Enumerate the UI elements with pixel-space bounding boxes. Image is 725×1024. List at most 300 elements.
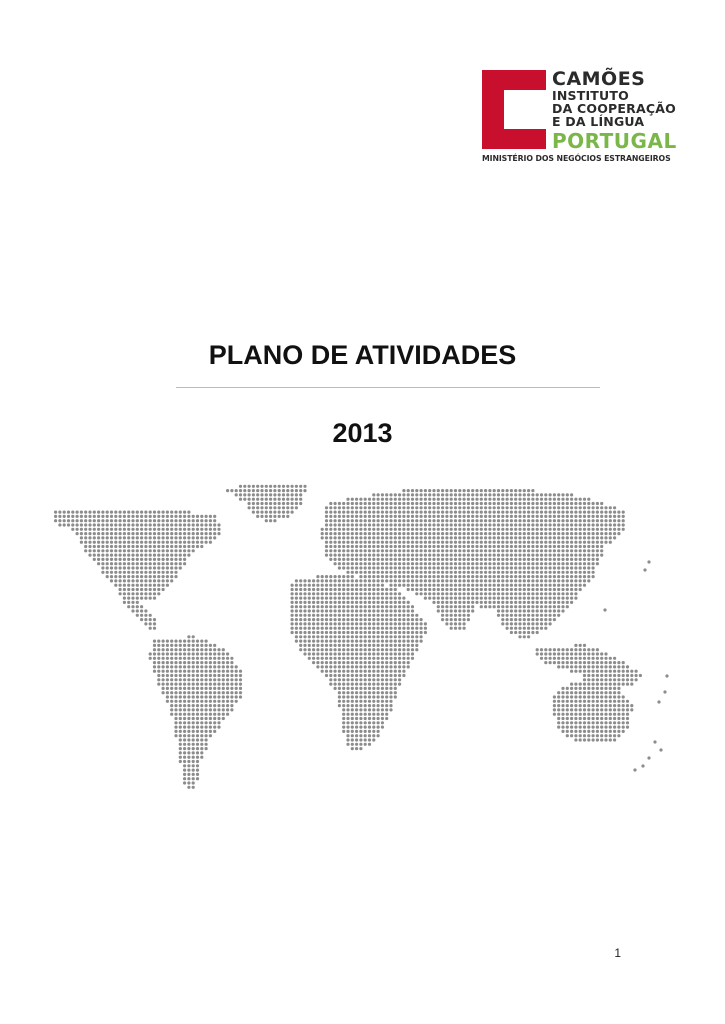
map-dot bbox=[566, 648, 569, 651]
map-dot bbox=[329, 511, 332, 514]
map-dot bbox=[295, 592, 298, 595]
map-dot bbox=[583, 511, 586, 514]
map-dot bbox=[402, 515, 405, 518]
map-dot bbox=[222, 683, 225, 686]
map-dot bbox=[518, 554, 521, 557]
map-dot bbox=[110, 515, 113, 518]
map-dot bbox=[166, 511, 169, 514]
map-dot bbox=[411, 640, 414, 643]
map-dot bbox=[613, 674, 616, 677]
map-dot bbox=[604, 730, 607, 733]
map-dot bbox=[303, 631, 306, 634]
map-dot bbox=[441, 519, 444, 522]
map-dot bbox=[475, 558, 478, 561]
map-dot bbox=[303, 485, 306, 488]
map-dot bbox=[209, 700, 212, 703]
map-dot bbox=[217, 713, 220, 716]
map-dot bbox=[334, 532, 337, 535]
map-dot bbox=[179, 691, 182, 694]
map-dot bbox=[437, 609, 440, 612]
map-dot bbox=[196, 777, 199, 780]
map-dot bbox=[420, 541, 423, 544]
map-dot bbox=[488, 489, 491, 492]
map-dot bbox=[338, 515, 341, 518]
map-dot bbox=[518, 588, 521, 591]
map-dot bbox=[506, 554, 509, 557]
map-dot bbox=[411, 558, 414, 561]
map-dot bbox=[192, 536, 195, 539]
map-dot bbox=[325, 640, 328, 643]
map-dot bbox=[101, 519, 104, 522]
map-dot bbox=[480, 588, 483, 591]
map-dot bbox=[364, 734, 367, 737]
map-dot bbox=[441, 579, 444, 582]
map-dot bbox=[553, 562, 556, 565]
map-dot bbox=[657, 700, 660, 703]
map-dot bbox=[561, 579, 564, 582]
map-dot bbox=[583, 519, 586, 522]
map-dot bbox=[54, 519, 57, 522]
map-dot bbox=[209, 670, 212, 673]
map-dot bbox=[334, 592, 337, 595]
map-dot bbox=[325, 519, 328, 522]
map-dot bbox=[295, 635, 298, 638]
map-dot bbox=[527, 566, 530, 569]
map-dot bbox=[583, 566, 586, 569]
map-dot bbox=[510, 532, 513, 535]
map-dot bbox=[355, 627, 358, 630]
map-dot bbox=[351, 541, 354, 544]
map-dot bbox=[71, 523, 74, 526]
map-dot bbox=[579, 657, 582, 660]
map-dot bbox=[187, 704, 190, 707]
map-dot bbox=[381, 519, 384, 522]
map-dot bbox=[553, 661, 556, 664]
map-dot bbox=[531, 627, 534, 630]
map-dot bbox=[321, 631, 324, 634]
map-dot bbox=[454, 614, 457, 617]
map-dot bbox=[381, 635, 384, 638]
map-dot bbox=[497, 575, 500, 578]
map-dot bbox=[355, 584, 358, 587]
map-dot bbox=[484, 588, 487, 591]
map-dot bbox=[441, 489, 444, 492]
map-dot bbox=[557, 597, 560, 600]
map-dot bbox=[342, 588, 345, 591]
map-dot bbox=[557, 721, 560, 724]
map-dot bbox=[450, 584, 453, 587]
map-dot bbox=[398, 519, 401, 522]
map-dot bbox=[475, 584, 478, 587]
map-dot bbox=[200, 721, 203, 724]
map-dot bbox=[523, 635, 526, 638]
map-dot bbox=[480, 601, 483, 604]
map-dot bbox=[587, 575, 590, 578]
map-dot bbox=[166, 554, 169, 557]
map-dot bbox=[596, 700, 599, 703]
map-dot bbox=[338, 597, 341, 600]
map-dot bbox=[351, 687, 354, 690]
map-dot bbox=[574, 730, 577, 733]
map-dot bbox=[518, 545, 521, 548]
map-dot bbox=[587, 717, 590, 720]
map-dot bbox=[295, 622, 298, 625]
map-dot bbox=[398, 665, 401, 668]
map-dot bbox=[187, 532, 190, 535]
map-dot bbox=[187, 695, 190, 698]
map-dot bbox=[183, 691, 186, 694]
map-dot bbox=[394, 528, 397, 531]
map-dot bbox=[424, 588, 427, 591]
map-dot bbox=[617, 661, 620, 664]
map-dot bbox=[488, 523, 491, 526]
map-dot bbox=[359, 734, 362, 737]
map-dot bbox=[346, 618, 349, 621]
map-dot bbox=[123, 536, 126, 539]
map-dot bbox=[243, 485, 246, 488]
map-dot bbox=[140, 528, 143, 531]
map-dot bbox=[325, 609, 328, 612]
map-dot bbox=[140, 558, 143, 561]
map-dot bbox=[179, 566, 182, 569]
map-dot bbox=[609, 738, 612, 741]
map-dot bbox=[179, 738, 182, 741]
map-dot bbox=[114, 536, 117, 539]
map-dot bbox=[346, 511, 349, 514]
map-dot bbox=[230, 704, 233, 707]
map-dot bbox=[385, 519, 388, 522]
map-dot bbox=[574, 523, 577, 526]
map-dot bbox=[600, 704, 603, 707]
map-dot bbox=[471, 584, 474, 587]
map-dot bbox=[312, 605, 315, 608]
map-dot bbox=[355, 708, 358, 711]
map-dot bbox=[183, 687, 186, 690]
map-dot bbox=[394, 674, 397, 677]
map-dot bbox=[402, 571, 405, 574]
map-dot bbox=[579, 506, 582, 509]
map-dot bbox=[273, 498, 276, 501]
map-dot bbox=[321, 665, 324, 668]
map-dot bbox=[553, 605, 556, 608]
map-dot bbox=[316, 631, 319, 634]
map-dot bbox=[157, 575, 160, 578]
map-dot bbox=[192, 683, 195, 686]
map-dot bbox=[458, 614, 461, 617]
map-dot bbox=[149, 511, 152, 514]
map-dot bbox=[394, 545, 397, 548]
map-dot bbox=[312, 640, 315, 643]
map-dot bbox=[153, 575, 156, 578]
map-dot bbox=[394, 661, 397, 664]
map-dot bbox=[561, 687, 564, 690]
map-dot bbox=[192, 644, 195, 647]
map-dot bbox=[415, 627, 418, 630]
map-dot bbox=[166, 652, 169, 655]
map-dot bbox=[510, 618, 513, 621]
map-dot bbox=[488, 562, 491, 565]
map-dot bbox=[493, 528, 496, 531]
map-dot bbox=[622, 511, 625, 514]
map-dot bbox=[342, 687, 345, 690]
map-dot bbox=[192, 687, 195, 690]
map-dot bbox=[334, 519, 337, 522]
map-dot bbox=[475, 536, 478, 539]
map-dot bbox=[291, 631, 294, 634]
map-dot bbox=[187, 769, 190, 772]
map-dot bbox=[170, 640, 173, 643]
map-dot bbox=[518, 584, 521, 587]
map-dot bbox=[540, 618, 543, 621]
map-dot bbox=[566, 549, 569, 552]
map-dot bbox=[162, 571, 165, 574]
map-dot bbox=[123, 584, 126, 587]
map-dot bbox=[131, 558, 134, 561]
map-dot bbox=[325, 506, 328, 509]
map-dot bbox=[514, 579, 517, 582]
map-dot bbox=[407, 536, 410, 539]
map-dot bbox=[480, 532, 483, 535]
map-dot bbox=[299, 502, 302, 505]
map-dot bbox=[488, 545, 491, 548]
map-dot bbox=[549, 545, 552, 548]
map-dot bbox=[549, 622, 552, 625]
map-dot bbox=[536, 498, 539, 501]
map-dot bbox=[437, 579, 440, 582]
map-dot bbox=[278, 493, 281, 496]
map-dot bbox=[187, 717, 190, 720]
map-dot bbox=[463, 562, 466, 565]
map-dot bbox=[131, 545, 134, 548]
map-dot bbox=[450, 605, 453, 608]
map-dot bbox=[557, 528, 560, 531]
map-dot bbox=[518, 528, 521, 531]
map-dot bbox=[445, 588, 448, 591]
map-dot bbox=[622, 665, 625, 668]
map-dot bbox=[613, 691, 616, 694]
map-dot bbox=[222, 648, 225, 651]
map-dot bbox=[157, 588, 160, 591]
map-dot bbox=[368, 661, 371, 664]
map-dot bbox=[196, 769, 199, 772]
map-dot bbox=[385, 674, 388, 677]
map-dot bbox=[596, 734, 599, 737]
map-dot bbox=[540, 622, 543, 625]
map-dot bbox=[342, 554, 345, 557]
map-dot bbox=[153, 618, 156, 621]
map-dot bbox=[394, 523, 397, 526]
map-dot bbox=[368, 528, 371, 531]
map-dot bbox=[196, 760, 199, 763]
map-dot bbox=[488, 571, 491, 574]
map-dot bbox=[131, 515, 134, 518]
map-dot bbox=[342, 601, 345, 604]
map-dot bbox=[192, 713, 195, 716]
map-dot bbox=[415, 640, 418, 643]
map-dot bbox=[514, 498, 517, 501]
map-dot bbox=[381, 571, 384, 574]
map-dot bbox=[407, 502, 410, 505]
map-dot bbox=[119, 549, 122, 552]
map-dot bbox=[501, 605, 504, 608]
map-dot bbox=[303, 644, 306, 647]
map-dot bbox=[497, 528, 500, 531]
map-dot bbox=[420, 528, 423, 531]
map-dot bbox=[170, 670, 173, 673]
map-dot bbox=[566, 704, 569, 707]
map-dot bbox=[385, 622, 388, 625]
map-dot bbox=[587, 657, 590, 660]
map-dot bbox=[140, 609, 143, 612]
map-dot bbox=[450, 562, 453, 565]
map-dot bbox=[205, 738, 208, 741]
map-dot bbox=[351, 738, 354, 741]
map-dot bbox=[157, 511, 160, 514]
map-dot bbox=[149, 579, 152, 582]
map-dot bbox=[557, 726, 560, 729]
map-dot bbox=[351, 713, 354, 716]
map-dot bbox=[364, 674, 367, 677]
map-dot bbox=[359, 571, 362, 574]
map-dot bbox=[377, 648, 380, 651]
map-dot bbox=[239, 691, 242, 694]
map-dot bbox=[359, 657, 362, 660]
map-dot bbox=[58, 511, 61, 514]
map-dot bbox=[613, 738, 616, 741]
map-dot bbox=[295, 502, 298, 505]
map-dot bbox=[364, 597, 367, 600]
map-dot bbox=[149, 571, 152, 574]
map-dot bbox=[364, 631, 367, 634]
map-dot bbox=[579, 730, 582, 733]
map-dot bbox=[415, 506, 418, 509]
map-dot bbox=[583, 575, 586, 578]
map-dot bbox=[437, 528, 440, 531]
map-dot bbox=[372, 648, 375, 651]
map-dot bbox=[561, 726, 564, 729]
map-dot bbox=[381, 648, 384, 651]
map-dot bbox=[136, 511, 139, 514]
map-dot bbox=[153, 523, 156, 526]
map-dot bbox=[222, 657, 225, 660]
map-dot bbox=[617, 730, 620, 733]
map-dot bbox=[372, 554, 375, 557]
map-dot bbox=[463, 549, 466, 552]
map-dot bbox=[273, 506, 276, 509]
map-dot bbox=[428, 545, 431, 548]
map-dot bbox=[381, 511, 384, 514]
map-dot bbox=[501, 536, 504, 539]
map-dot bbox=[527, 493, 530, 496]
map-dot bbox=[174, 721, 177, 724]
map-dot bbox=[200, 532, 203, 535]
map-dot bbox=[424, 575, 427, 578]
map-dot bbox=[544, 528, 547, 531]
map-dot bbox=[583, 562, 586, 565]
map-dot bbox=[144, 618, 147, 621]
map-dot bbox=[561, 493, 564, 496]
map-dot bbox=[394, 614, 397, 617]
map-dot bbox=[579, 683, 582, 686]
map-dot bbox=[364, 683, 367, 686]
map-dot bbox=[377, 536, 380, 539]
map-dot bbox=[553, 588, 556, 591]
map-dot bbox=[84, 532, 87, 535]
map-dot bbox=[338, 661, 341, 664]
map-dot bbox=[458, 519, 461, 522]
map-dot bbox=[394, 691, 397, 694]
map-dot bbox=[415, 554, 418, 557]
map-dot bbox=[617, 721, 620, 724]
map-dot bbox=[351, 579, 354, 582]
map-dot bbox=[377, 700, 380, 703]
map-dot bbox=[110, 511, 113, 514]
map-dot bbox=[467, 618, 470, 621]
map-dot bbox=[54, 515, 57, 518]
map-dot bbox=[235, 687, 238, 690]
map-dot bbox=[579, 498, 582, 501]
map-dot bbox=[458, 562, 461, 565]
map-dot bbox=[574, 502, 577, 505]
map-dot bbox=[415, 584, 418, 587]
map-dot bbox=[458, 541, 461, 544]
map-dot bbox=[583, 661, 586, 664]
map-dot bbox=[574, 665, 577, 668]
map-dot bbox=[131, 536, 134, 539]
map-dot bbox=[428, 541, 431, 544]
map-dot bbox=[441, 511, 444, 514]
map-dot bbox=[445, 618, 448, 621]
map-dot bbox=[183, 751, 186, 754]
map-dot bbox=[149, 597, 152, 600]
map-dot bbox=[149, 566, 152, 569]
map-dot bbox=[222, 704, 225, 707]
map-dot bbox=[398, 558, 401, 561]
map-dot bbox=[471, 597, 474, 600]
map-dot bbox=[561, 523, 564, 526]
map-dot bbox=[381, 695, 384, 698]
map-dot bbox=[187, 523, 190, 526]
map-dot bbox=[561, 502, 564, 505]
map-dot bbox=[329, 558, 332, 561]
map-dot bbox=[407, 584, 410, 587]
map-dot bbox=[213, 700, 216, 703]
map-dot bbox=[88, 528, 91, 531]
map-dot bbox=[338, 545, 341, 548]
map-dot bbox=[488, 558, 491, 561]
map-dot bbox=[381, 588, 384, 591]
map-dot bbox=[561, 536, 564, 539]
map-dot bbox=[389, 592, 392, 595]
map-dot bbox=[355, 614, 358, 617]
map-dot bbox=[325, 622, 328, 625]
map-dot bbox=[351, 575, 354, 578]
map-dot bbox=[411, 523, 414, 526]
map-dot bbox=[480, 571, 483, 574]
map-dot bbox=[153, 665, 156, 668]
map-dot bbox=[527, 549, 530, 552]
map-dot bbox=[518, 566, 521, 569]
map-dot bbox=[295, 618, 298, 621]
map-dot bbox=[617, 717, 620, 720]
map-dot bbox=[394, 640, 397, 643]
map-dot bbox=[359, 558, 362, 561]
map-dot bbox=[127, 579, 130, 582]
map-dot bbox=[531, 631, 534, 634]
map-dot bbox=[381, 687, 384, 690]
map-dot bbox=[359, 695, 362, 698]
map-dot bbox=[106, 536, 109, 539]
